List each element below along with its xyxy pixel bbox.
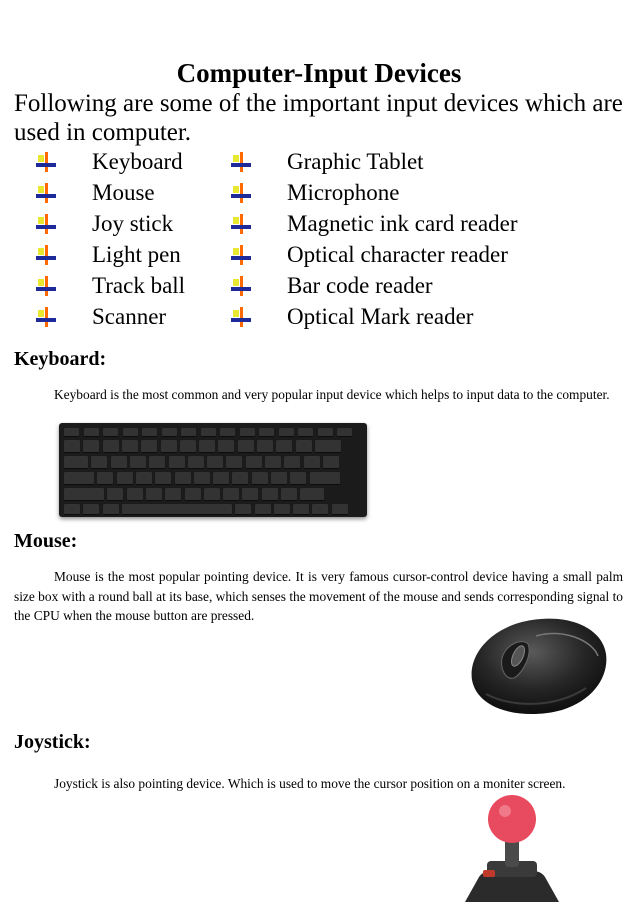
keyboard-key	[332, 504, 348, 515]
keyboard-key	[218, 440, 234, 453]
keyboard-key	[232, 472, 248, 485]
keyboard-key	[83, 440, 99, 453]
mouse-image	[466, 614, 608, 718]
keyboard-key	[155, 472, 171, 485]
device-right-item: Bar code reader	[287, 273, 433, 298]
bullet-icon	[231, 276, 251, 296]
keyboard-key	[122, 504, 232, 515]
keyboard-key	[141, 440, 157, 453]
keyboard-key	[201, 428, 216, 437]
keyboard-heading: Keyboard:	[14, 348, 107, 370]
keyboard-key	[255, 504, 271, 515]
bullet-icon	[231, 214, 251, 234]
keyboard-key	[323, 456, 339, 469]
device-right-item: Optical Mark reader	[287, 304, 474, 329]
keyboard-key	[271, 472, 287, 485]
keyboard-key	[64, 456, 88, 469]
keyboard-key	[223, 488, 239, 501]
bullet-icon	[231, 307, 251, 327]
keyboard-key	[284, 456, 300, 469]
bullet-icon	[36, 245, 56, 265]
keyboard-key	[276, 440, 292, 453]
keyboard-key	[161, 440, 177, 453]
device-list	[0, 0, 638, 340]
keyboard-key	[259, 428, 274, 437]
keyboard-key	[238, 440, 254, 453]
keyboard-key	[213, 472, 229, 485]
device-right-item: Microphone	[287, 180, 400, 205]
keyboard-key	[279, 428, 294, 437]
keyboard-key	[296, 440, 312, 453]
device-right-item: Optical character reader	[287, 242, 508, 267]
keyboard-key	[103, 440, 119, 453]
keyboard-key	[188, 456, 204, 469]
keyboard-image	[59, 423, 367, 517]
keyboard-key	[175, 472, 191, 485]
device-left-item: Scanner	[92, 304, 167, 329]
keyboard-description: Keyboard is the most common and very popular input device which helps to input data to the computer.	[54, 387, 610, 402]
keyboard-key	[165, 488, 181, 501]
keyboard-key	[181, 428, 196, 437]
keyboard-key	[252, 472, 268, 485]
keyboard-key	[149, 456, 165, 469]
keyboard-key	[318, 428, 333, 437]
keyboard-key	[310, 472, 340, 485]
keyboard-key	[64, 428, 79, 437]
bullet-icon	[231, 245, 251, 265]
keyboard-key	[142, 428, 157, 437]
bullet-icon	[36, 214, 56, 234]
device-left-item: Joy stick	[92, 211, 174, 236]
bullet-icon	[231, 152, 251, 172]
mouse-heading: Mouse:	[14, 530, 78, 552]
keyboard-key	[315, 440, 341, 453]
keyboard-key	[290, 472, 306, 485]
keyboard-key	[293, 504, 309, 515]
keyboard-key	[107, 488, 123, 501]
keyboard-key	[242, 488, 258, 501]
keyboard-key	[83, 504, 99, 515]
bullet-icon	[36, 183, 56, 203]
keyboard-key	[84, 428, 99, 437]
keyboard-key	[246, 456, 262, 469]
keyboard-key	[262, 488, 278, 501]
bullet-icon	[36, 307, 56, 327]
keyboard-key	[226, 456, 242, 469]
keyboard-key	[185, 488, 201, 501]
keyboard-key	[204, 488, 220, 501]
keyboard-key	[103, 504, 119, 515]
keyboard-key	[304, 456, 320, 469]
keyboard-key	[130, 456, 146, 469]
bullet-icon	[36, 276, 56, 296]
keyboard-key	[97, 472, 113, 485]
keyboard-key	[103, 428, 118, 437]
keyboard-key	[298, 428, 313, 437]
keyboard-key	[281, 488, 297, 501]
keyboard-key	[64, 440, 80, 453]
keyboard-key	[257, 440, 273, 453]
keyboard-key	[337, 428, 352, 437]
bullet-icon	[36, 152, 56, 172]
mouse-description: Mouse is the most popular pointing device. It is very famous cursor-control device having a small palm size box with a round ball at its base, which senses the movement of the mouse and sends corresponding signal to the CPU when the mouse button are pressed.	[14, 569, 623, 623]
keyboard-key	[64, 472, 94, 485]
keyboard-key	[127, 488, 143, 501]
keyboard-key	[207, 456, 223, 469]
keyboard-key	[146, 488, 162, 501]
keyboard-key	[265, 456, 281, 469]
device-left-item: Mouse	[92, 180, 155, 205]
device-right-item: Magnetic ink card reader	[287, 211, 518, 236]
keyboard-key	[240, 428, 255, 437]
keyboard-key	[122, 440, 138, 453]
joystick-description: Joystick is also pointing device. Which is used to move the cursor position on a moniter screen.	[54, 776, 566, 791]
bullet-icon	[231, 183, 251, 203]
keyboard-key	[300, 488, 324, 501]
device-left-item: Light pen	[92, 242, 181, 267]
device-left-item: Keyboard	[92, 149, 183, 174]
keyboard-key	[274, 504, 290, 515]
keyboard-key	[64, 488, 104, 501]
joystick-image	[461, 793, 563, 902]
keyboard-key	[180, 440, 196, 453]
keyboard-key	[64, 504, 80, 515]
keyboard-key	[235, 504, 251, 515]
intro-text: Following are some of the important input devices which are used in computer.	[14, 90, 623, 146]
keyboard-key	[199, 440, 215, 453]
keyboard-key	[194, 472, 210, 485]
keyboard-key	[312, 504, 328, 515]
keyboard-key	[111, 456, 127, 469]
keyboard-key	[91, 456, 107, 469]
keyboard-key	[169, 456, 185, 469]
keyboard-key	[123, 428, 138, 437]
device-right-item: Graphic Tablet	[287, 149, 424, 174]
page-title: Computer-Input Devices	[176, 58, 462, 88]
joystick-heading: Joystick:	[14, 731, 91, 753]
keyboard-key	[117, 472, 133, 485]
keyboard-key	[162, 428, 177, 437]
keyboard-key	[136, 472, 152, 485]
device-left-item: Track ball	[92, 273, 186, 298]
keyboard-key	[220, 428, 235, 437]
